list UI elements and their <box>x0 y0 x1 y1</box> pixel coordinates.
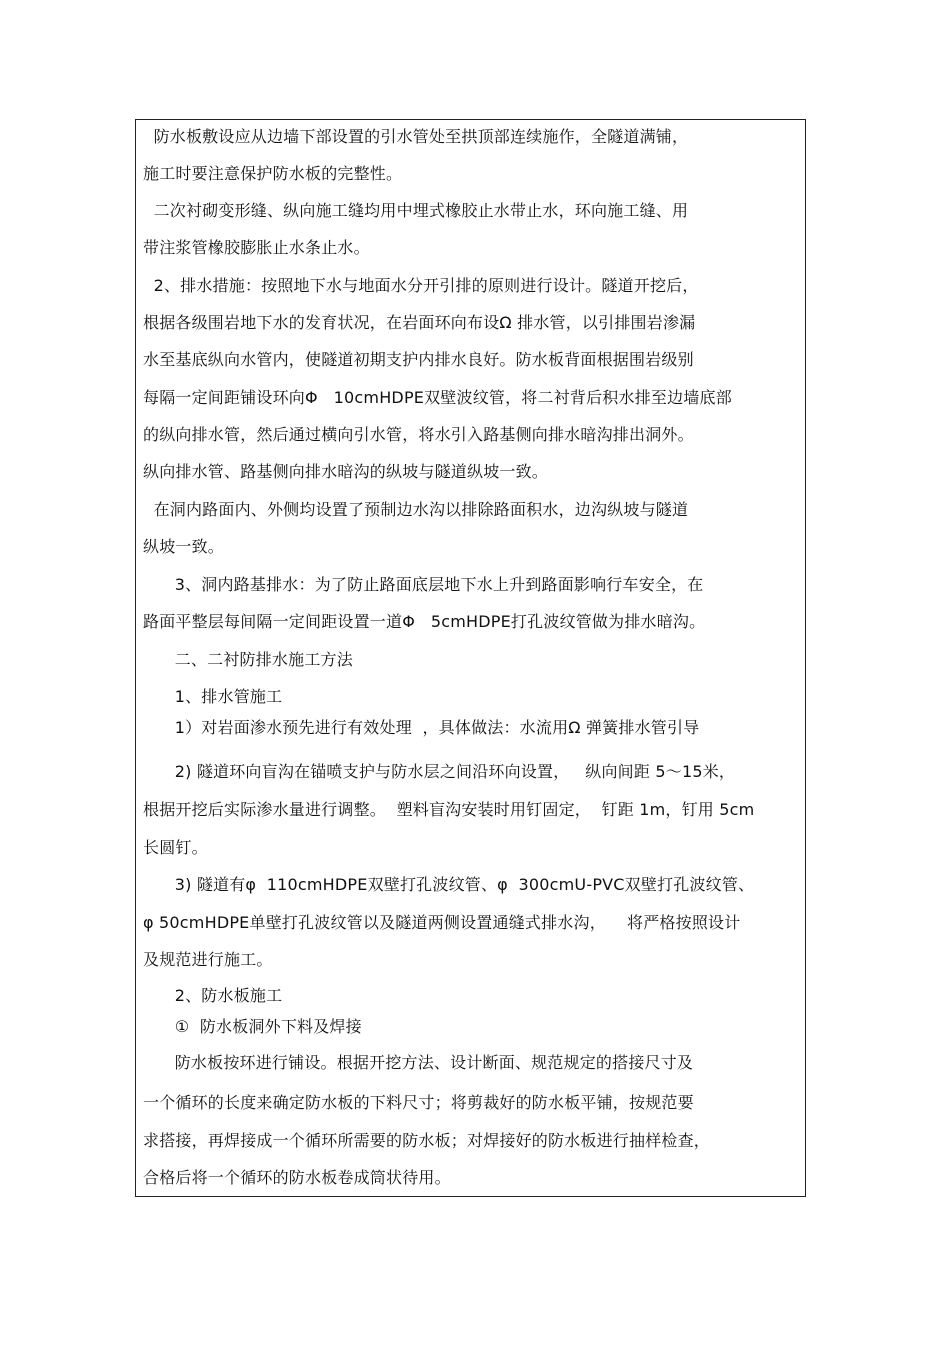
text-line-21: 3) 隧道有φ 110cmHDPE双壁打孔波纹管、φ 300cmU-PVC双壁打孔波纹管、 <box>143 875 755 894</box>
text-line-1: 防水板敷设应从边墙下部设置的引水管处至拱顶部连续施作，全隧道满铺， <box>143 127 689 146</box>
text-line-18: 2) 隧道环向盲沟在锚喷支护与防水层之间沿环向设置， 纵向间距 5～15米， <box>143 762 736 781</box>
text-line-24: 2、防水板施工 <box>143 986 283 1005</box>
text-line-19: 根据开挖后实际渗水量进行调整。 塑料盲沟安装时用钉固定， 钉距 1m，钉用 5cm <box>143 800 755 819</box>
text-line-16: 1、排水管施工 <box>143 687 283 706</box>
text-line-10: 纵向排水管、路基侧向排水暗沟的纵坡与隧道纵坡一致。 <box>143 462 549 481</box>
text-line-14: 路面平整层每间隔一定间距设置一道Φ 5cmHDPE打孔波纹管做为排水暗沟。 <box>143 612 706 631</box>
text-line-12: 纵坡一致。 <box>143 537 225 556</box>
text-line-22: φ 50cmHDPE单壁打孔波纹管以及隧道两侧设置通缝式排水沟， 将严格按照设计 <box>143 913 741 932</box>
text-line-11: 在洞内路面内、外侧均设置了预制边水沟以排除路面积水，边沟纵坡与隧道 <box>143 500 689 519</box>
text-line-3: 二次衬砌变形缝、纵向施工缝均用中埋式橡胶止水带止水，环向施工缝、用 <box>143 201 689 220</box>
text-line-13: 3、洞内路基排水：为了防止路面底层地下水上升到路面影响行车安全，在 <box>143 575 704 594</box>
text-line-29: 合格后将一个循环的防水板卷成筒状待用。 <box>143 1168 451 1187</box>
text-line-25: ① 防水板洞外下料及焊接 <box>143 1017 362 1036</box>
text-line-17: 1）对岩面渗水预先进行有效处理 ，具体做法：水流用Ω 弹簧排水管引导 <box>143 718 700 737</box>
text-line-28: 求搭接，再焊接成一个循环所需要的防水板；对焊接好的防水板进行抽样检查， <box>143 1131 711 1150</box>
text-line-8: 每隔一定间距铺设环向Φ 10cmHDPE双壁波纹管，将二衬背后积水排至边墙底部 <box>143 388 732 407</box>
text-line-20: 长圆钉。 <box>143 838 208 857</box>
text-line-9: 的纵向排水管，然后通过横向引水管，将水引入路基侧向排水暗沟排出洞外。 <box>143 425 694 444</box>
text-line-15: 二、二衬防排水施工方法 <box>143 650 353 669</box>
text-line-4: 带注浆管橡胶膨胀止水条止水。 <box>143 238 370 257</box>
text-line-27: 一个循环的长度来确定防水板的下料尺寸；将剪裁好的防水板平铺，按规范要 <box>143 1093 694 1112</box>
text-line-6: 根据各级围岩地下水的发育状况，在岩面环向布设Ω 排水管，以引排围岩渗漏 <box>143 313 696 332</box>
text-line-23: 及规范进行施工。 <box>143 950 273 969</box>
text-line-5: 2、排水措施：按照地下水与地面水分开引排的原则进行设计。隧道开挖后， <box>143 276 699 295</box>
text-line-7: 水至基底纵向水管内，使隧道初期支护内排水良好。防水板背面根据围岩级别 <box>143 350 694 369</box>
text-line-2: 施工时要注意保护防水板的完整性。 <box>143 164 403 183</box>
text-line-26: 防水板按环进行铺设。根据开挖方法、设计断面、规范规定的搭接尺寸及 <box>143 1053 694 1072</box>
